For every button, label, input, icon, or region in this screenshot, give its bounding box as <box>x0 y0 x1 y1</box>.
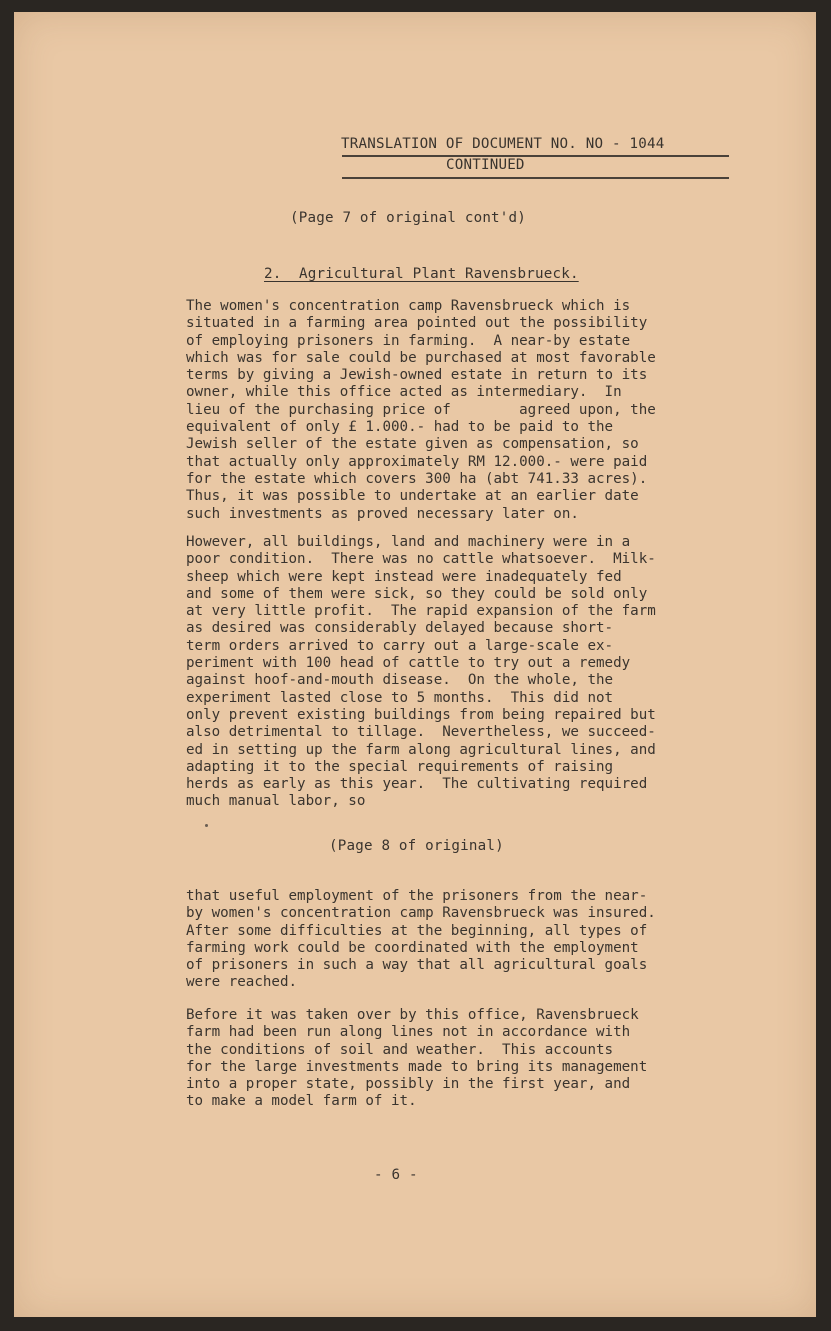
text-line: terms by giving a Jewish-owned estate in return to its <box>186 367 648 384</box>
subtitle-underline <box>342 177 729 179</box>
text-line: for the estate which covers 300 ha (abt 741.33 acres). <box>186 470 648 487</box>
text-line: and some of them were sick, so they could be sold only <box>186 585 648 602</box>
page-number: - 6 - <box>374 1167 418 1183</box>
text-line: for the large investments made to bring its management <box>186 1058 648 1075</box>
text-line: that useful employment of the prisoners from the near- <box>186 888 648 904</box>
text-line: The women's concentration camp Ravensbrueck which is <box>186 298 631 314</box>
section-heading: 2. Agricultural Plant Ravensbrueck. <box>264 266 579 282</box>
text-line: were reached. <box>186 974 298 991</box>
text-line: After some difficulties at the beginning, all types of <box>186 922 648 939</box>
text-line: equivalent of only £ 1.000.- had to be paid to the <box>186 419 614 436</box>
text-line: herds as early as this year. The cultivating required <box>186 776 648 793</box>
text-line: of prisoners in such a way that all agricultural goals <box>186 957 648 974</box>
text-line: farm had been run along lines not in accordance with <box>186 1024 631 1041</box>
text-line: against hoof-and-mouth disease. On the whole, the <box>186 672 614 689</box>
text-line: Jewish seller of the estate given as compensation, so <box>186 436 639 453</box>
text-line: sheep which were kept instead were inadequately fed <box>186 568 622 585</box>
text-line: poor condition. There was no cattle whatsoever. Milk- <box>186 551 656 568</box>
paragraph-3 <box>186 888 766 992</box>
text-line: much manual labor, so <box>186 793 366 810</box>
text-line: owner, while this office acted as intermediary. In <box>186 384 622 401</box>
text-line: lieu of the purchasing price of agreed upon, the <box>186 401 656 418</box>
text-line: into a proper state, possibly in the first year, and <box>186 1076 631 1093</box>
text-line: to make a model farm of it. <box>186 1093 417 1110</box>
text-line: ed in setting up the farm along agricultural lines, and <box>186 741 656 758</box>
text-line: at very little profit. The rapid expansion of the farm <box>186 603 656 620</box>
document-title: TRANSLATION OF DOCUMENT NO. NO - 1044 <box>341 136 665 152</box>
text-line: that actually only approximately RM 12.000.- were paid <box>186 453 648 470</box>
text-line: Before it was taken over by this office, Ravensbrueck <box>186 1007 639 1023</box>
text-line: However, all buildings, land and machinery were in a <box>186 534 631 550</box>
paragraph-4 <box>186 1007 766 1111</box>
text-line: by women's concentration camp Ravensbrueck was insured. <box>186 905 656 922</box>
text-line: adapting it to the special requirements of raising <box>186 758 614 775</box>
text-line: experiment lasted close to 5 months. This did not <box>186 689 614 706</box>
text-line: the conditions of soil and weather. This accounts <box>186 1041 614 1058</box>
text-line: as desired was considerably delayed because short- <box>186 620 614 637</box>
text-line: such investments as proved necessary later on. <box>186 505 579 522</box>
text-line: of employing prisoners in farming. A near-by estate <box>186 332 631 349</box>
document-subtitle: CONTINUED <box>446 157 525 173</box>
title-underline <box>342 155 729 157</box>
text-line: situated in a farming area pointed out the possibility <box>186 315 648 332</box>
document-page <box>14 12 816 1317</box>
text-line: only prevent existing buildings from being repaired but <box>186 706 656 723</box>
text-line: which was for sale could be purchased at most favorable <box>186 349 656 366</box>
text-line: also detrimental to tillage. Nevertheless, we succeed- <box>186 724 656 741</box>
ink-speck <box>205 824 208 827</box>
paragraph-2 <box>186 534 766 811</box>
text-line: farming work could be coordinated with the employment <box>186 939 639 956</box>
text-line: Thus, it was possible to undertake at an earlier date <box>186 488 639 505</box>
page-reference-note-2: (Page 8 of original) <box>329 838 504 854</box>
paragraph-1 <box>186 298 766 523</box>
text-line: periment with 100 head of cattle to try out a remedy <box>186 655 631 672</box>
text-line: term orders arrived to carry out a large-scale ex- <box>186 637 614 654</box>
page-reference-note: (Page 7 of original cont'd) <box>290 210 527 226</box>
